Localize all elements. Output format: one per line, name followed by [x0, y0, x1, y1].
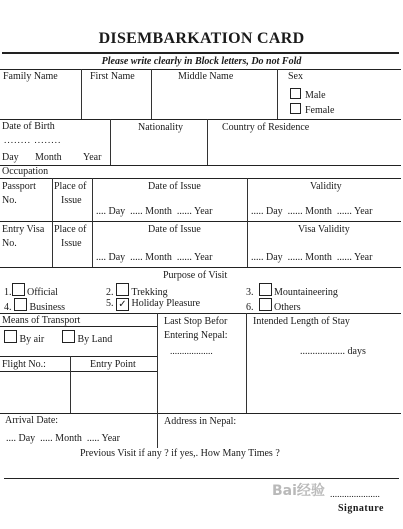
first-name-label: First Name: [90, 71, 135, 82]
female-option[interactable]: [290, 103, 334, 116]
mountaineering-checkbox[interactable]: [259, 283, 272, 296]
col-line: [246, 313, 247, 413]
date-of-issue-label: Date of Issue: [148, 181, 201, 192]
transport-heading: Means of Transport: [2, 315, 81, 326]
intended-stay-label: Intended Length of Stay: [253, 316, 350, 327]
visa-validity-label: Visa Validity: [298, 224, 350, 235]
arrival-date-label: Arrival Date:: [5, 415, 59, 426]
dob-day: Day: [2, 152, 19, 163]
passport-label-2: No.: [2, 195, 17, 206]
col-line: [157, 313, 158, 448]
rule-bottom: [4, 478, 399, 479]
dob-month: Month: [35, 152, 62, 163]
signature-dots: .....................: [330, 490, 380, 500]
place-of-issue-1: Place of: [54, 181, 87, 192]
entry-point-label: Entry Point: [90, 359, 136, 370]
passport-label-1: Passport: [2, 181, 36, 192]
male-option[interactable]: [290, 88, 326, 101]
nationality-label: Nationality: [138, 122, 183, 133]
visa-date-of-issue-label: Date of Issue: [148, 224, 201, 235]
rule-flight-head: [0, 371, 157, 372]
occupation-label: Occupation: [2, 166, 49, 177]
female-label: Female: [305, 105, 335, 116]
col-line: [110, 119, 111, 165]
arrival-date-fields[interactable]: .... Day ..... Month ..... Year: [6, 433, 120, 444]
flight-no-label: Flight No.:: [2, 359, 46, 370]
place-of-issue-2: Issue: [61, 195, 82, 206]
rule-occupation: [0, 178, 401, 179]
visa-place-1: Place of: [54, 224, 87, 235]
previous-visit-label: Previous Visit if any ? if yes,. How Many Times ?: [80, 448, 280, 459]
official-checkbox[interactable]: [12, 283, 25, 296]
business-checkbox[interactable]: [14, 298, 27, 311]
rule-header: [0, 69, 401, 70]
sex-label: Sex: [288, 71, 303, 82]
male-label: Male: [305, 90, 326, 101]
residence-label: Country of Residence: [222, 122, 310, 133]
rule-flight: [0, 413, 401, 414]
by-land-checkbox[interactable]: [62, 330, 75, 343]
passport-issue-date-fields[interactable]: .... Day ..... Month ...... Year: [96, 206, 213, 217]
rule-transport-head: [0, 326, 157, 327]
passport-validity-fields[interactable]: ..... Day ...... Month ...... Year: [251, 206, 373, 217]
card-title: DISEMBARKATION CARD: [98, 30, 305, 47]
family-name-label: Family Name: [3, 71, 58, 82]
female-checkbox[interactable]: [290, 103, 301, 114]
others-checkbox[interactable]: [259, 298, 272, 311]
holiday-checkbox[interactable]: ✓: [116, 298, 129, 311]
purpose-mountaineering[interactable]: 3. Mountaineering: [246, 283, 338, 298]
last-stop-dots[interactable]: ..................: [170, 347, 213, 357]
dob-year: Year: [83, 152, 102, 163]
purpose-official[interactable]: 1. Official: [4, 283, 58, 298]
rule-visa: [0, 267, 401, 268]
visa-validity-fields[interactable]: ..... Day ...... Month ...... Year: [251, 252, 373, 263]
by-air-option[interactable]: By air: [4, 330, 44, 345]
by-air-checkbox[interactable]: [4, 330, 17, 343]
col-line: [92, 178, 93, 267]
signature-label: Signature: [338, 503, 384, 514]
purpose-trekking[interactable]: 2. Trekking: [106, 283, 168, 298]
by-land-option[interactable]: By Land: [62, 330, 112, 345]
last-stop-label-2: Entering Nepal:: [164, 330, 228, 341]
stay-days-field[interactable]: .................. days: [300, 346, 366, 357]
validity-label: Validity: [310, 181, 342, 192]
rule-names: [0, 119, 401, 120]
rule-top: [2, 52, 399, 54]
purpose-business[interactable]: 4. Business: [4, 298, 65, 313]
col-line: [277, 69, 278, 119]
purpose-others[interactable]: 6. Others: [246, 298, 301, 313]
col-line: [207, 119, 208, 165]
entry-visa-label-1: Entry Visa: [2, 224, 45, 235]
visa-issue-date-fields[interactable]: .... Day ..... Month ...... Year: [96, 252, 213, 263]
dob-label: Date of Birth: [2, 121, 55, 132]
male-checkbox[interactable]: [290, 88, 301, 99]
col-line: [247, 178, 248, 267]
visa-place-2: Issue: [61, 238, 82, 249]
purpose-heading: Purpose of Visit: [163, 270, 228, 281]
rule-dob: [0, 165, 401, 166]
col-line: [70, 356, 71, 413]
rule-purpose: [0, 313, 401, 314]
instruction-text: Please write clearly in Block letters, Do not Fold: [101, 56, 302, 67]
last-stop-label-1: Last Stop Befor: [164, 316, 228, 327]
rule-transport: [0, 356, 157, 357]
trekking-checkbox[interactable]: [116, 283, 129, 296]
rule-passport: [0, 221, 401, 222]
col-line: [52, 178, 53, 267]
entry-visa-label-2: No.: [2, 238, 17, 249]
col-line: [151, 69, 152, 119]
address-label: Address in Nepal:: [164, 416, 237, 427]
baidu-watermark: Bai经验: [272, 483, 325, 499]
col-line: [81, 69, 82, 119]
purpose-holiday[interactable]: 5. ✓ Holiday Pleasure: [106, 298, 201, 310]
dob-dots: ........ ........: [4, 136, 62, 146]
middle-name-label: Middle Name: [178, 71, 234, 82]
